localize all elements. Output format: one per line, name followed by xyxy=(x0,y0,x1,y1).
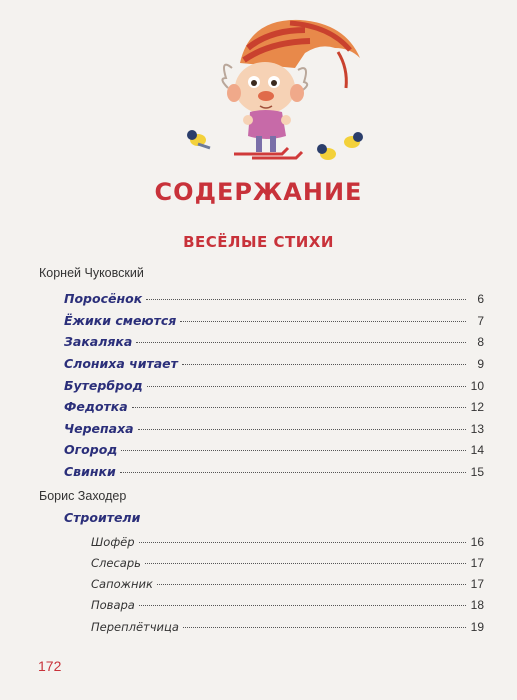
toc-entry-title: Бутерброд xyxy=(64,378,143,393)
toc-group[interactable] xyxy=(64,510,140,528)
gnome-illustration xyxy=(170,8,370,168)
toc-entry[interactable] xyxy=(64,291,484,309)
toc-entry-page: 16 xyxy=(470,535,484,549)
toc-entry[interactable] xyxy=(64,313,484,331)
toc-entry-page: 14 xyxy=(470,443,484,457)
toc-entry-page: 10 xyxy=(470,379,484,393)
toc-entry-title: Свинки xyxy=(64,464,116,479)
toc-entry[interactable] xyxy=(91,620,484,638)
toc-entry-page: 13 xyxy=(470,422,484,436)
toc-entry[interactable] xyxy=(91,598,484,616)
leader-dots xyxy=(146,299,466,300)
toc-entry-page: 19 xyxy=(470,620,484,634)
toc-entry[interactable] xyxy=(64,356,484,374)
leader-dots xyxy=(147,386,466,387)
toc-entry-title: Слониха читает xyxy=(64,356,178,371)
toc-entry-title: Повара xyxy=(91,598,135,612)
toc-entry-title: Ёжики смеются xyxy=(64,313,177,328)
toc-entry[interactable] xyxy=(64,378,484,396)
author-name: Корней Чуковский xyxy=(39,266,144,280)
toc-entry-page: 9 xyxy=(477,357,484,371)
toc-entry[interactable] xyxy=(64,399,484,417)
toc-entry[interactable] xyxy=(64,421,484,439)
contents-title: СОДЕРЖАНИЕ xyxy=(154,178,363,206)
toc-entry-page: 12 xyxy=(470,400,484,414)
toc-entry-page: 8 xyxy=(477,335,484,349)
toc-entry[interactable] xyxy=(91,535,484,553)
leader-dots xyxy=(157,584,466,585)
toc-entry[interactable] xyxy=(91,556,484,574)
toc-entry-page: 18 xyxy=(470,598,484,612)
leader-dots xyxy=(121,450,466,451)
leader-dots xyxy=(136,342,466,343)
toc-entry-title: Огород xyxy=(64,442,118,457)
toc-entry[interactable] xyxy=(91,577,484,595)
leader-dots xyxy=(183,627,466,628)
leader-dots xyxy=(138,429,466,430)
toc-entry-page: 17 xyxy=(470,556,484,570)
leader-dots xyxy=(139,542,466,543)
leader-dots xyxy=(120,472,466,473)
toc-entry-title: Закаляка xyxy=(64,334,133,349)
toc-entry-title: Переплётчица xyxy=(91,620,179,634)
toc-entry-page: 7 xyxy=(477,314,484,328)
toc-entry-title: Поросёнок xyxy=(64,291,143,306)
toc-entry[interactable] xyxy=(64,334,484,352)
toc-entry-page: 17 xyxy=(470,577,484,591)
page-number: 172 xyxy=(38,658,62,674)
leader-dots xyxy=(132,407,466,408)
toc-entry-title: Шофёр xyxy=(91,535,135,549)
toc-entry-page: 6 xyxy=(477,292,484,306)
leader-dots xyxy=(145,563,466,564)
toc-entry-title: Федотка xyxy=(64,399,128,414)
toc-entry-title: Черепаха xyxy=(64,421,134,436)
leader-dots xyxy=(139,605,466,606)
leader-dots xyxy=(180,321,466,322)
toc-entry[interactable] xyxy=(64,442,484,460)
leader-dots xyxy=(182,364,466,365)
author-name: Борис Заходер xyxy=(39,489,127,503)
toc-group-title: Строители xyxy=(64,510,141,525)
toc-entry-page: 15 xyxy=(470,465,484,479)
toc-entry-title: Сапожник xyxy=(91,577,153,591)
toc-entry-title: Слесарь xyxy=(91,556,141,570)
section-title: ВЕСЁЛЫЕ СТИХИ xyxy=(183,233,334,251)
toc-entry[interactable] xyxy=(64,464,484,482)
